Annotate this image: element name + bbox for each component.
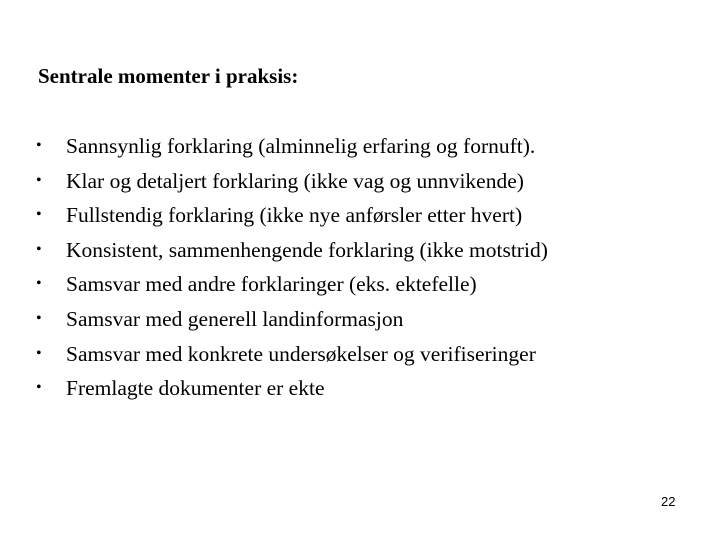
slide-title: Sentrale momenter i praksis: — [38, 64, 299, 88]
bullet-text: Konsistent, sammenhengende forklaring (ikke motstrid) — [66, 237, 548, 262]
bullet-icon: • — [36, 309, 42, 327]
bullet-text: Klar og detaljert forklaring (ikke vag og unnvikende) — [66, 168, 524, 193]
bullet-text: Samsvar med konkrete undersøkelser og verifiseringer — [66, 341, 536, 366]
bullet-icon: • — [36, 379, 42, 397]
bullet-icon: • — [36, 275, 42, 293]
bullet-text: Fullstendig forklaring (ikke nye anførsler etter hvert) — [66, 203, 523, 228]
bullet-text: Fremlagte dokumenter er ekte — [66, 376, 325, 401]
bullet-icon: • — [36, 240, 42, 258]
page-number: 22 — [661, 494, 676, 509]
bullet-text: Sannsynlig forklaring (alminnelig erfaring og fornuft). — [66, 134, 536, 158]
bullet-icon: • — [36, 137, 42, 154]
bullet-text: Samsvar med generell landinformasjon — [66, 306, 404, 331]
bullet-icon: • — [36, 344, 42, 362]
bullet-icon: • — [36, 171, 42, 189]
bullet-icon: • — [36, 206, 42, 224]
bullet-text: Samsvar med andre forklaringer (eks. ektefelle) — [66, 272, 477, 297]
